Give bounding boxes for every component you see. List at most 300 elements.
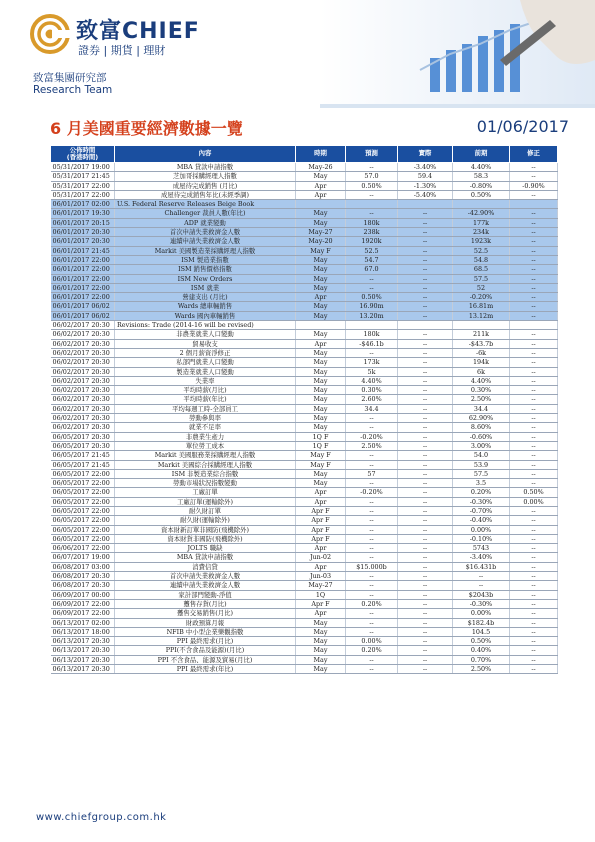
cell-actual: 59.4 [398, 172, 453, 181]
table-row [51, 590, 558, 599]
cell-period: Apr [296, 190, 346, 199]
cell-previous: 194k [453, 358, 510, 367]
chief-logo-icon [30, 14, 70, 54]
cell-revised: -- [510, 265, 558, 274]
cell-revised: -- [510, 609, 558, 618]
cell-revised: -- [510, 302, 558, 311]
cell-actual [398, 200, 453, 209]
table-row [51, 181, 558, 190]
cell-revised: -- [510, 246, 558, 255]
cell-actual: -- [398, 414, 453, 423]
cell-period: Apr [296, 488, 346, 497]
cell-revised: -- [510, 599, 558, 608]
cell-forecast: -- [346, 460, 398, 469]
cell-time: 06/05/2017 22:00 [51, 534, 115, 543]
cell-time: 06/01/2017 21:45 [51, 246, 115, 255]
cell-revised: -- [510, 311, 558, 320]
cell-actual: -- [398, 265, 453, 274]
cell-time: 06/02/2017 20:30 [51, 414, 115, 423]
table-row [51, 599, 558, 608]
cell-item: PPI 最終需求(月比) [115, 637, 296, 646]
cell-revised [510, 200, 558, 209]
cell-actual: -- [398, 525, 453, 534]
table-row [51, 265, 558, 274]
cell-actual: -- [398, 274, 453, 283]
cell-revised: -- [510, 451, 558, 460]
cell-time: 06/01/2017 22:00 [51, 255, 115, 264]
table-row [51, 609, 558, 618]
cell-previous: 57.5 [453, 274, 510, 283]
cell-time: 06/13/2017 20:30 [51, 637, 115, 646]
cell-item: ADP 就業變動 [115, 218, 296, 227]
cell-period: May-26 [296, 163, 346, 172]
cell-previous: 4.40% [453, 163, 510, 172]
cell-forecast: -- [346, 348, 398, 357]
cell-time: 05/31/2017 21:45 [51, 172, 115, 181]
cell-time: 05/31/2017 22:00 [51, 190, 115, 199]
cell-revised: -- [510, 460, 558, 469]
cell-actual: -- [398, 572, 453, 581]
cell-forecast: -- [346, 544, 398, 553]
cell-forecast: -- [346, 553, 398, 562]
cell-revised: -- [510, 423, 558, 432]
cell-time: 06/02/2017 20:30 [51, 376, 115, 385]
cell-item: 非農業就業人口變動 [115, 330, 296, 339]
cell-revised: 0.00% [510, 497, 558, 506]
cell-item: 消費信貸 [115, 562, 296, 571]
table-row [51, 497, 558, 506]
cell-actual: -- [398, 590, 453, 599]
cell-previous: 211k [453, 330, 510, 339]
cell-previous: -- [453, 572, 510, 581]
cell-actual: -- [398, 330, 453, 339]
cell-time: 06/02/2017 20:30 [51, 358, 115, 367]
cell-period: Apr F [296, 534, 346, 543]
cell-actual: -- [398, 497, 453, 506]
cell-forecast: -- [346, 274, 398, 283]
cell-previous: 58.3 [453, 172, 510, 181]
cell-period: May [296, 665, 346, 674]
cell-previous: 13.12m [453, 311, 510, 320]
cell-actual: -- [398, 432, 453, 441]
header-illustration [320, 0, 595, 108]
cell-forecast: 2.50% [346, 441, 398, 450]
cell-period: May F [296, 460, 346, 469]
table-row [51, 348, 558, 357]
cell-actual: -- [398, 283, 453, 292]
cell-item: 製造業就業人口變動 [115, 367, 296, 376]
cell-item: 連續申請失業救濟金人數 [115, 237, 296, 246]
table-row [51, 163, 558, 172]
cell-time: 06/01/2017 02:00 [51, 200, 115, 209]
cell-previous: $182.4b [453, 618, 510, 627]
table-row [51, 525, 558, 534]
cell-actual: -- [398, 246, 453, 255]
cell-revised: -- [510, 637, 558, 646]
cell-forecast: -0.20% [346, 488, 398, 497]
cell-time: 06/05/2017 22:00 [51, 479, 115, 488]
cell-actual: -- [398, 209, 453, 218]
cell-forecast: 180k [346, 330, 398, 339]
table-row [51, 479, 558, 488]
col-header-revised: 修正 [510, 146, 558, 163]
cell-previous: 4.40% [453, 376, 510, 385]
cell-revised: 0.50% [510, 488, 558, 497]
cell-period: May [296, 646, 346, 655]
cell-actual: -- [398, 395, 453, 404]
cell-actual: -- [398, 460, 453, 469]
cell-previous: 57.5 [453, 469, 510, 478]
cell-time: 06/08/2017 03:00 [51, 562, 115, 571]
table-row [51, 488, 558, 497]
page-title: 6 月美國重要經濟數據一覽 [50, 119, 243, 138]
cell-actual: -- [398, 348, 453, 357]
cell-revised: -- [510, 441, 558, 450]
cell-previous: 0.00% [453, 525, 510, 534]
table-row [51, 218, 558, 227]
cell-actual: -- [398, 451, 453, 460]
cell-item: 成屋待完成銷售 (月比) [115, 181, 296, 190]
cell-forecast: -- [346, 525, 398, 534]
cell-actual: -1.30% [398, 181, 453, 190]
table-row [51, 339, 558, 348]
cell-period: Apr [296, 181, 346, 190]
cell-period: May [296, 218, 346, 227]
cell-period: May [296, 655, 346, 664]
cell-time: 06/01/2017 22:00 [51, 274, 115, 283]
cell-time: 06/02/2017 20:30 [51, 395, 115, 404]
cell-time: 06/13/2017 18:00 [51, 627, 115, 636]
cell-item: 耐久財訂單 [115, 506, 296, 515]
cell-forecast: $15.000b [346, 562, 398, 571]
cell-actual: -- [398, 311, 453, 320]
cell-actual: -- [398, 367, 453, 376]
cell-forecast: 57 [346, 469, 398, 478]
cell-forecast: 54.7 [346, 255, 398, 264]
cell-item: 連續申請失業救濟金人數 [115, 581, 296, 590]
cell-forecast: -- [346, 163, 398, 172]
cell-time: 06/05/2017 21:45 [51, 460, 115, 469]
cell-actual: -- [398, 237, 453, 246]
table-row [51, 646, 558, 655]
cell-revised: -- [510, 386, 558, 395]
cell-actual: -3.40% [398, 163, 453, 172]
cell-time: 06/05/2017 22:00 [51, 516, 115, 525]
cell-previous: -0.10% [453, 534, 510, 543]
cell-forecast: -- [346, 451, 398, 460]
table-row [51, 358, 558, 367]
cell-period: May [296, 367, 346, 376]
cell-actual: -- [398, 488, 453, 497]
cell-revised: -- [510, 516, 558, 525]
cell-time: 06/05/2017 20:30 [51, 432, 115, 441]
cell-period: May [296, 172, 346, 181]
table-row [51, 404, 558, 413]
cell-item: PPI(不含食品及能源)(月比) [115, 646, 296, 655]
cell-previous: -0.60% [453, 432, 510, 441]
cell-revised: -- [510, 414, 558, 423]
cell-item: Wards 總車輛銷售 [115, 302, 296, 311]
cell-forecast: 13.20m [346, 311, 398, 320]
cell-actual: -- [398, 534, 453, 543]
cell-actual: -- [398, 376, 453, 385]
table-row [51, 190, 558, 199]
cell-revised: -- [510, 330, 558, 339]
cell-forecast: 0.50% [346, 181, 398, 190]
cell-time: 06/01/2017 19:30 [51, 209, 115, 218]
cell-period: May [296, 274, 346, 283]
economic-data-table [50, 145, 558, 674]
cell-forecast: -- [346, 609, 398, 618]
cell-previous: 177k [453, 218, 510, 227]
cell-previous: -0.70% [453, 506, 510, 515]
table-row [51, 506, 558, 515]
cell-time: 06/13/2017 02:00 [51, 618, 115, 627]
cell-period: May [296, 358, 346, 367]
cell-item: MBA 貸款申請指數 [115, 553, 296, 562]
cell-item: 單位勞工成本 [115, 441, 296, 450]
brand-name: 致富CHIEF [76, 19, 200, 44]
cell-forecast: 2.60% [346, 395, 398, 404]
cell-period: May-27 [296, 228, 346, 237]
cell-actual: -- [398, 665, 453, 674]
cell-period: May [296, 627, 346, 636]
cell-item: 平均每週工時-全部員工 [115, 404, 296, 413]
brand-tagline: 證券 | 期貨 | 理財 [78, 44, 166, 57]
table-row [51, 209, 558, 218]
cell-time: 05/31/2017 22:00 [51, 181, 115, 190]
table-row [51, 414, 558, 423]
cell-revised: -- [510, 655, 558, 664]
cell-previous: 16.81m [453, 302, 510, 311]
table-row [51, 572, 558, 581]
cell-forecast: 1920k [346, 237, 398, 246]
table-row [51, 516, 558, 525]
table-row [51, 553, 558, 562]
table-row [51, 237, 558, 246]
cell-previous: -0.30% [453, 599, 510, 608]
cell-period: Apr F [296, 516, 346, 525]
cell-forecast: 0.00% [346, 637, 398, 646]
table-row [51, 255, 558, 264]
cell-revised: -- [510, 163, 558, 172]
cell-forecast: -- [346, 534, 398, 543]
cell-item: 成屋待完成銷售年比(未經季調) [115, 190, 296, 199]
cell-forecast: -- [346, 497, 398, 506]
cell-actual: -5.40% [398, 190, 453, 199]
cell-revised: -- [510, 665, 558, 674]
cell-revised: -- [510, 544, 558, 553]
cell-previous: 34.4 [453, 404, 510, 413]
cell-previous: 52 [453, 283, 510, 292]
cell-item: 躉售存貨(月比) [115, 599, 296, 608]
cell-item: 私部門就業人口變動 [115, 358, 296, 367]
cell-period: May F [296, 246, 346, 255]
title-row [0, 114, 595, 140]
cell-forecast: 0.20% [346, 599, 398, 608]
cell-time: 06/07/2017 19:00 [51, 553, 115, 562]
cell-previous: 5743 [453, 544, 510, 553]
cell-previous: -42.90% [453, 209, 510, 218]
table-row [51, 665, 558, 674]
cell-time: 05/31/2017 19:00 [51, 163, 115, 172]
cell-period: Apr [296, 544, 346, 553]
cell-previous: 0.20% [453, 488, 510, 497]
cell-actual: -- [398, 441, 453, 450]
table-row [51, 618, 558, 627]
table-row [51, 228, 558, 237]
cell-revised: -- [510, 283, 558, 292]
cell-actual: -- [398, 506, 453, 515]
table-row [51, 581, 558, 590]
cell-period: May [296, 265, 346, 274]
table-row [51, 330, 558, 339]
cell-revised: -- [510, 209, 558, 218]
report-date: 01/06/2017 [476, 117, 569, 136]
cell-previous: 54.0 [453, 451, 510, 460]
cell-period: Apr [296, 497, 346, 506]
cell-forecast: -- [346, 655, 398, 664]
cell-forecast: -- [346, 516, 398, 525]
col-header-item: 內容 [115, 146, 296, 163]
cell-forecast: -0.20% [346, 432, 398, 441]
cell-period: May [296, 404, 346, 413]
cell-time: 06/05/2017 22:00 [51, 488, 115, 497]
cell-item: 勞動市場狀況指數變動 [115, 479, 296, 488]
table-row [51, 423, 558, 432]
cell-time: 06/09/2017 00:00 [51, 590, 115, 599]
cell-time: 06/09/2017 22:00 [51, 609, 115, 618]
cell-item: ISM 就業 [115, 283, 296, 292]
cell-item: Wards 國內車輛銷售 [115, 311, 296, 320]
research-dept-cn: 致富集團研究部 [33, 72, 107, 84]
cell-item: 芝加哥採購經理人指數 [115, 172, 296, 181]
cell-actual: -- [398, 479, 453, 488]
cell-actual: -- [398, 218, 453, 227]
cell-revised: -- [510, 562, 558, 571]
cell-item: 工廠訂單 [115, 488, 296, 497]
cell-revised: -- [510, 228, 558, 237]
cell-forecast: 5k [346, 367, 398, 376]
table-row [51, 655, 558, 664]
cell-item: 平均時薪(年比) [115, 395, 296, 404]
cell-previous: 104.5 [453, 627, 510, 636]
table-row [51, 544, 558, 553]
cell-period: Apr [296, 562, 346, 571]
cell-period: 1Q [296, 590, 346, 599]
cell-time: 06/13/2017 20:30 [51, 655, 115, 664]
cell-previous: 0.70% [453, 655, 510, 664]
cell-period [296, 200, 346, 209]
cell-period: Jun-02 [296, 553, 346, 562]
cell-item: ISM 非製造業綜合指數 [115, 469, 296, 478]
cell-actual: -- [398, 469, 453, 478]
cell-period: May [296, 376, 346, 385]
cell-item: 躉售交易銷售(月比) [115, 609, 296, 618]
cell-period [296, 321, 346, 330]
cell-forecast: 34.4 [346, 404, 398, 413]
table-row [51, 367, 558, 376]
cell-item: 非農業生產力 [115, 432, 296, 441]
table-row [51, 637, 558, 646]
cell-time: 06/05/2017 22:00 [51, 506, 115, 515]
cell-revised: -- [510, 404, 558, 413]
cell-previous: 0.50% [453, 190, 510, 199]
cell-previous: 234k [453, 228, 510, 237]
cell-previous: 53.9 [453, 460, 510, 469]
table-body [51, 163, 558, 674]
cell-previous: 8.60% [453, 423, 510, 432]
cell-time: 06/02/2017 20:30 [51, 386, 115, 395]
cell-previous: 0.30% [453, 386, 510, 395]
col-header-period: 時期 [296, 146, 346, 163]
cell-period: Apr F [296, 599, 346, 608]
cell-revised: -- [510, 572, 558, 581]
cell-forecast: -- [346, 590, 398, 599]
cell-actual: -- [398, 627, 453, 636]
cell-previous: 2.50% [453, 395, 510, 404]
cell-revised: -- [510, 525, 558, 534]
cell-revised: -- [510, 237, 558, 246]
cell-forecast: 16.90m [346, 302, 398, 311]
table-row [51, 311, 558, 320]
cell-revised: -- [510, 395, 558, 404]
cell-revised: -- [510, 190, 558, 199]
cell-item: 貿易收支 [115, 339, 296, 348]
cell-previous: 0.50% [453, 637, 510, 646]
table-row [51, 432, 558, 441]
cell-period: May [296, 423, 346, 432]
cell-time: 06/02/2017 20:30 [51, 330, 115, 339]
col-header-previous: 前期 [453, 146, 510, 163]
cell-previous: $16.431b [453, 562, 510, 571]
cell-period: Apr [296, 609, 346, 618]
table-row [51, 562, 558, 571]
table-row [51, 451, 558, 460]
cell-revised: -- [510, 274, 558, 283]
cell-revised: -- [510, 581, 558, 590]
cell-actual: -- [398, 544, 453, 553]
table-row [51, 200, 558, 209]
cell-forecast [346, 200, 398, 209]
cell-previous: 1923k [453, 237, 510, 246]
cell-item: 耐久財(運輸除外) [115, 516, 296, 525]
cell-period: May [296, 469, 346, 478]
cell-revised: -- [510, 255, 558, 264]
cell-period: May [296, 209, 346, 218]
cell-revised: -- [510, 590, 558, 599]
cell-revised [510, 321, 558, 330]
cell-previous: 3.5 [453, 479, 510, 488]
cell-time: 06/05/2017 20:30 [51, 441, 115, 450]
cell-previous [453, 321, 510, 330]
cell-forecast: -$46.1b [346, 339, 398, 348]
cell-item: Markit 美國服務業採購經理人指數 [115, 451, 296, 460]
cell-previous: -3.40% [453, 553, 510, 562]
cell-time: 06/01/2017 20:30 [51, 228, 115, 237]
cell-actual: -- [398, 358, 453, 367]
page-header [0, 0, 595, 108]
cell-time: 06/13/2017 20:30 [51, 665, 115, 674]
cell-previous: 6k [453, 367, 510, 376]
cell-period: May [296, 414, 346, 423]
cell-actual: -- [398, 228, 453, 237]
cell-period: Apr F [296, 506, 346, 515]
cell-forecast: -- [346, 283, 398, 292]
col-header-forecast: 預測 [346, 146, 398, 163]
cell-previous: 2.50% [453, 665, 510, 674]
table-row [51, 395, 558, 404]
